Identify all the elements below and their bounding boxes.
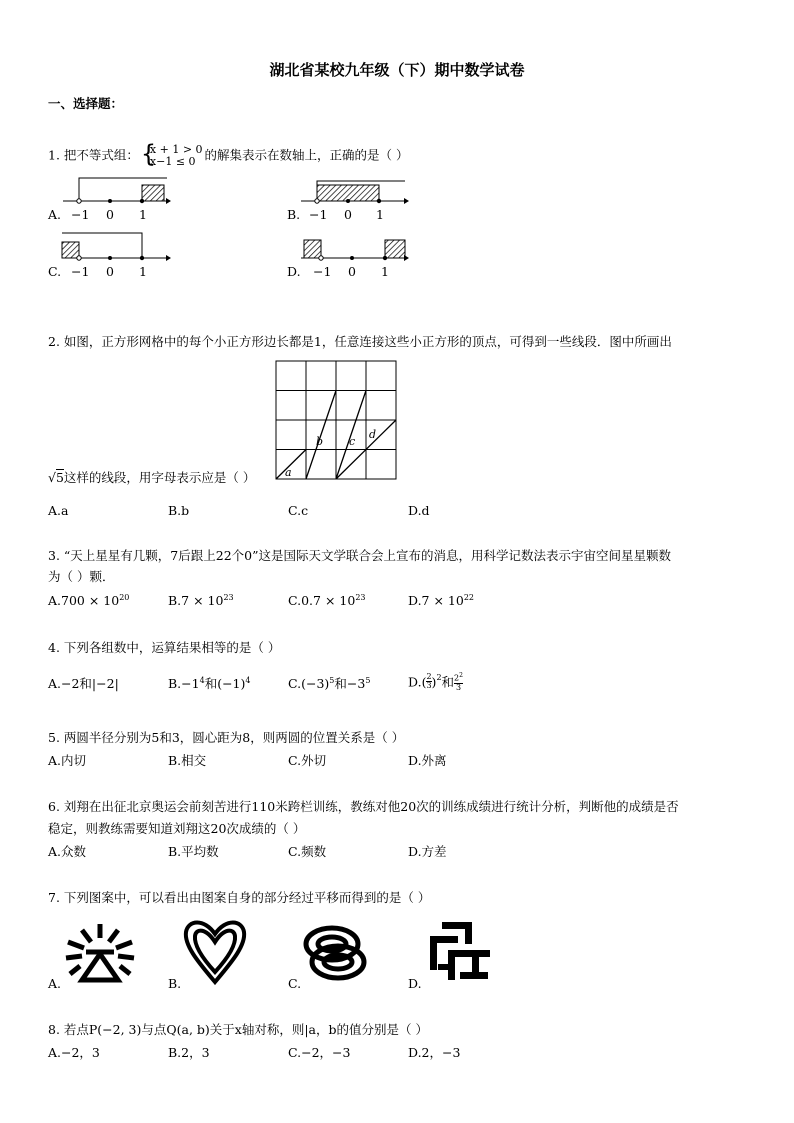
tick-label: 0 bbox=[106, 207, 114, 222]
page-title: 湖北省某校九年级（下）期中数学试卷 bbox=[269, 61, 525, 79]
q8-option-d: D.2，−3 bbox=[408, 1045, 461, 1060]
q8-option-b: B.2，3 bbox=[168, 1045, 210, 1060]
segment-label-a: a bbox=[285, 466, 292, 479]
question-2-line2: √5这样的线段，用字母表示应是（ ） bbox=[48, 470, 256, 485]
q3-option-a: $A.700 \times 10^{20}$ bbox=[48, 593, 130, 609]
tick-label: −1 bbox=[71, 207, 90, 222]
question-5-stem: 5. 两圆半径分别为5和3，圆心距为8，则两圆的位置关系是（ ） bbox=[48, 730, 405, 745]
q3-option-d: $D.7 \times 10^{22}$ bbox=[408, 593, 475, 609]
tick-label: 0 bbox=[106, 264, 114, 279]
q4-option-b: $B.-1^4$和$(-1)^4$ bbox=[168, 676, 251, 692]
question-4-stem: 4. 下列各组数中，运算结果相等的是（ ） bbox=[48, 640, 281, 655]
q6-option-b: B.平均数 bbox=[168, 844, 219, 859]
option-b-number-line bbox=[301, 181, 409, 204]
segment-label-c: c bbox=[349, 435, 356, 448]
q6-option-c: C.频数 bbox=[288, 844, 327, 859]
q2-option-b: B.b bbox=[168, 503, 190, 518]
question-6-line2: 稳定，则教练需要知道刘翔这20次成绩的（ ） bbox=[48, 821, 306, 836]
segment-label-d: d bbox=[369, 428, 377, 441]
q5-option-a: A.内切 bbox=[48, 753, 87, 768]
section-heading: 一、选择题： bbox=[48, 96, 124, 111]
tick-label: 1 bbox=[139, 264, 147, 279]
question-6-line1: 6. 刘翔在出征北京奥运会前刻苦进行110米跨栏训练，教练对他20次的训练成绩进行统计分析，判断他的成绩是否 bbox=[48, 799, 679, 814]
q1-option-c-label: C. bbox=[48, 264, 62, 279]
q2-option-a: A.a bbox=[48, 503, 69, 518]
q5-option-d: D.外离 bbox=[408, 753, 447, 768]
q7-option-d: D. bbox=[408, 976, 422, 991]
q5-option-c: C.外切 bbox=[288, 753, 327, 768]
q2-grid-figure bbox=[274, 359, 398, 481]
tick-label: 0 bbox=[348, 264, 356, 279]
question-8-stem: 8. 若点P(−2, 3)与点Q(a, b)关于x轴对称，则|a，b的值分别是（ ） bbox=[48, 1022, 428, 1037]
q1-option-d-label: D. bbox=[287, 264, 301, 279]
pattern-b-heart-icon bbox=[180, 916, 250, 988]
q1-option-b-label: B. bbox=[287, 207, 301, 222]
tick-label: −1 bbox=[313, 264, 332, 279]
q7-option-a: A. bbox=[48, 976, 62, 991]
tick-label: 1 bbox=[139, 207, 147, 222]
tick-label: −1 bbox=[309, 207, 328, 222]
q1-option-a-label: A. bbox=[48, 207, 62, 222]
tick-label: −1 bbox=[71, 264, 90, 279]
q2-option-d: D.d bbox=[408, 503, 430, 518]
q8-option-a: A.−2，3 bbox=[48, 1045, 100, 1060]
q4-option-a: A.−2和|−2| bbox=[48, 676, 119, 691]
pattern-d-square-icon bbox=[426, 918, 492, 986]
q4-option-c: $C.(-3)^5$和$-3^5$ bbox=[288, 676, 371, 692]
option-c-number-line bbox=[62, 233, 171, 261]
sqrt-sign: √ bbox=[48, 470, 56, 485]
question-2-line1: 2. 如图，正方形网格中的每个小正方形边长都是1，任意连接这些小正方形的顶点，可得到一些线段．图中所画出 bbox=[48, 334, 672, 349]
inequality-system: { x + 1 > 0 x−1 ≤ 0 bbox=[141, 144, 203, 168]
q6-option-d: D.方差 bbox=[408, 844, 447, 859]
question-1-stem: 1. 把不等式组： { x + 1 > 0 x−1 ≤ 0 的解集表示在数轴上，正确的是（ ） bbox=[48, 144, 409, 168]
segment-label-b: b bbox=[316, 435, 324, 448]
option-d-number-line bbox=[301, 240, 409, 261]
q5-option-b: B.相交 bbox=[168, 753, 207, 768]
q7-option-c: C. bbox=[288, 976, 302, 991]
q6-option-a: A.众数 bbox=[48, 844, 87, 859]
tick-label: 1 bbox=[381, 264, 389, 279]
q4-option-d: D.( $\frac{2}{3}$ )$^2$和 $\frac{2^2}{3}$ bbox=[408, 672, 463, 692]
question-3-line2: 为（ ）颗． bbox=[48, 569, 115, 584]
q7-option-b: B. bbox=[168, 976, 182, 991]
pattern-c-rings-icon bbox=[296, 920, 376, 986]
question-3-line1: 3. “天上星星有几颗，7后跟上22个0”这是国际天文学联合会上宣布的消息，用科学记数法表示宇宙空间星星颗数 bbox=[48, 548, 671, 563]
option-a-number-line bbox=[63, 178, 171, 204]
tick-label: 0 bbox=[344, 207, 352, 222]
q2-option-c: C.c bbox=[288, 503, 309, 518]
pattern-a-sun-icon bbox=[60, 918, 140, 988]
q3-option-b: $B.7 \times 10^{23}$ bbox=[168, 593, 234, 609]
tick-label: 1 bbox=[376, 207, 384, 222]
question-7-stem: 7. 下列图案中，可以看出由图案自身的部分经过平移而得到的是（ ） bbox=[48, 890, 431, 905]
q3-option-c: $C.0.7 \times 10^{23}$ bbox=[288, 593, 366, 609]
q8-option-c: C.−2，−3 bbox=[288, 1045, 351, 1060]
